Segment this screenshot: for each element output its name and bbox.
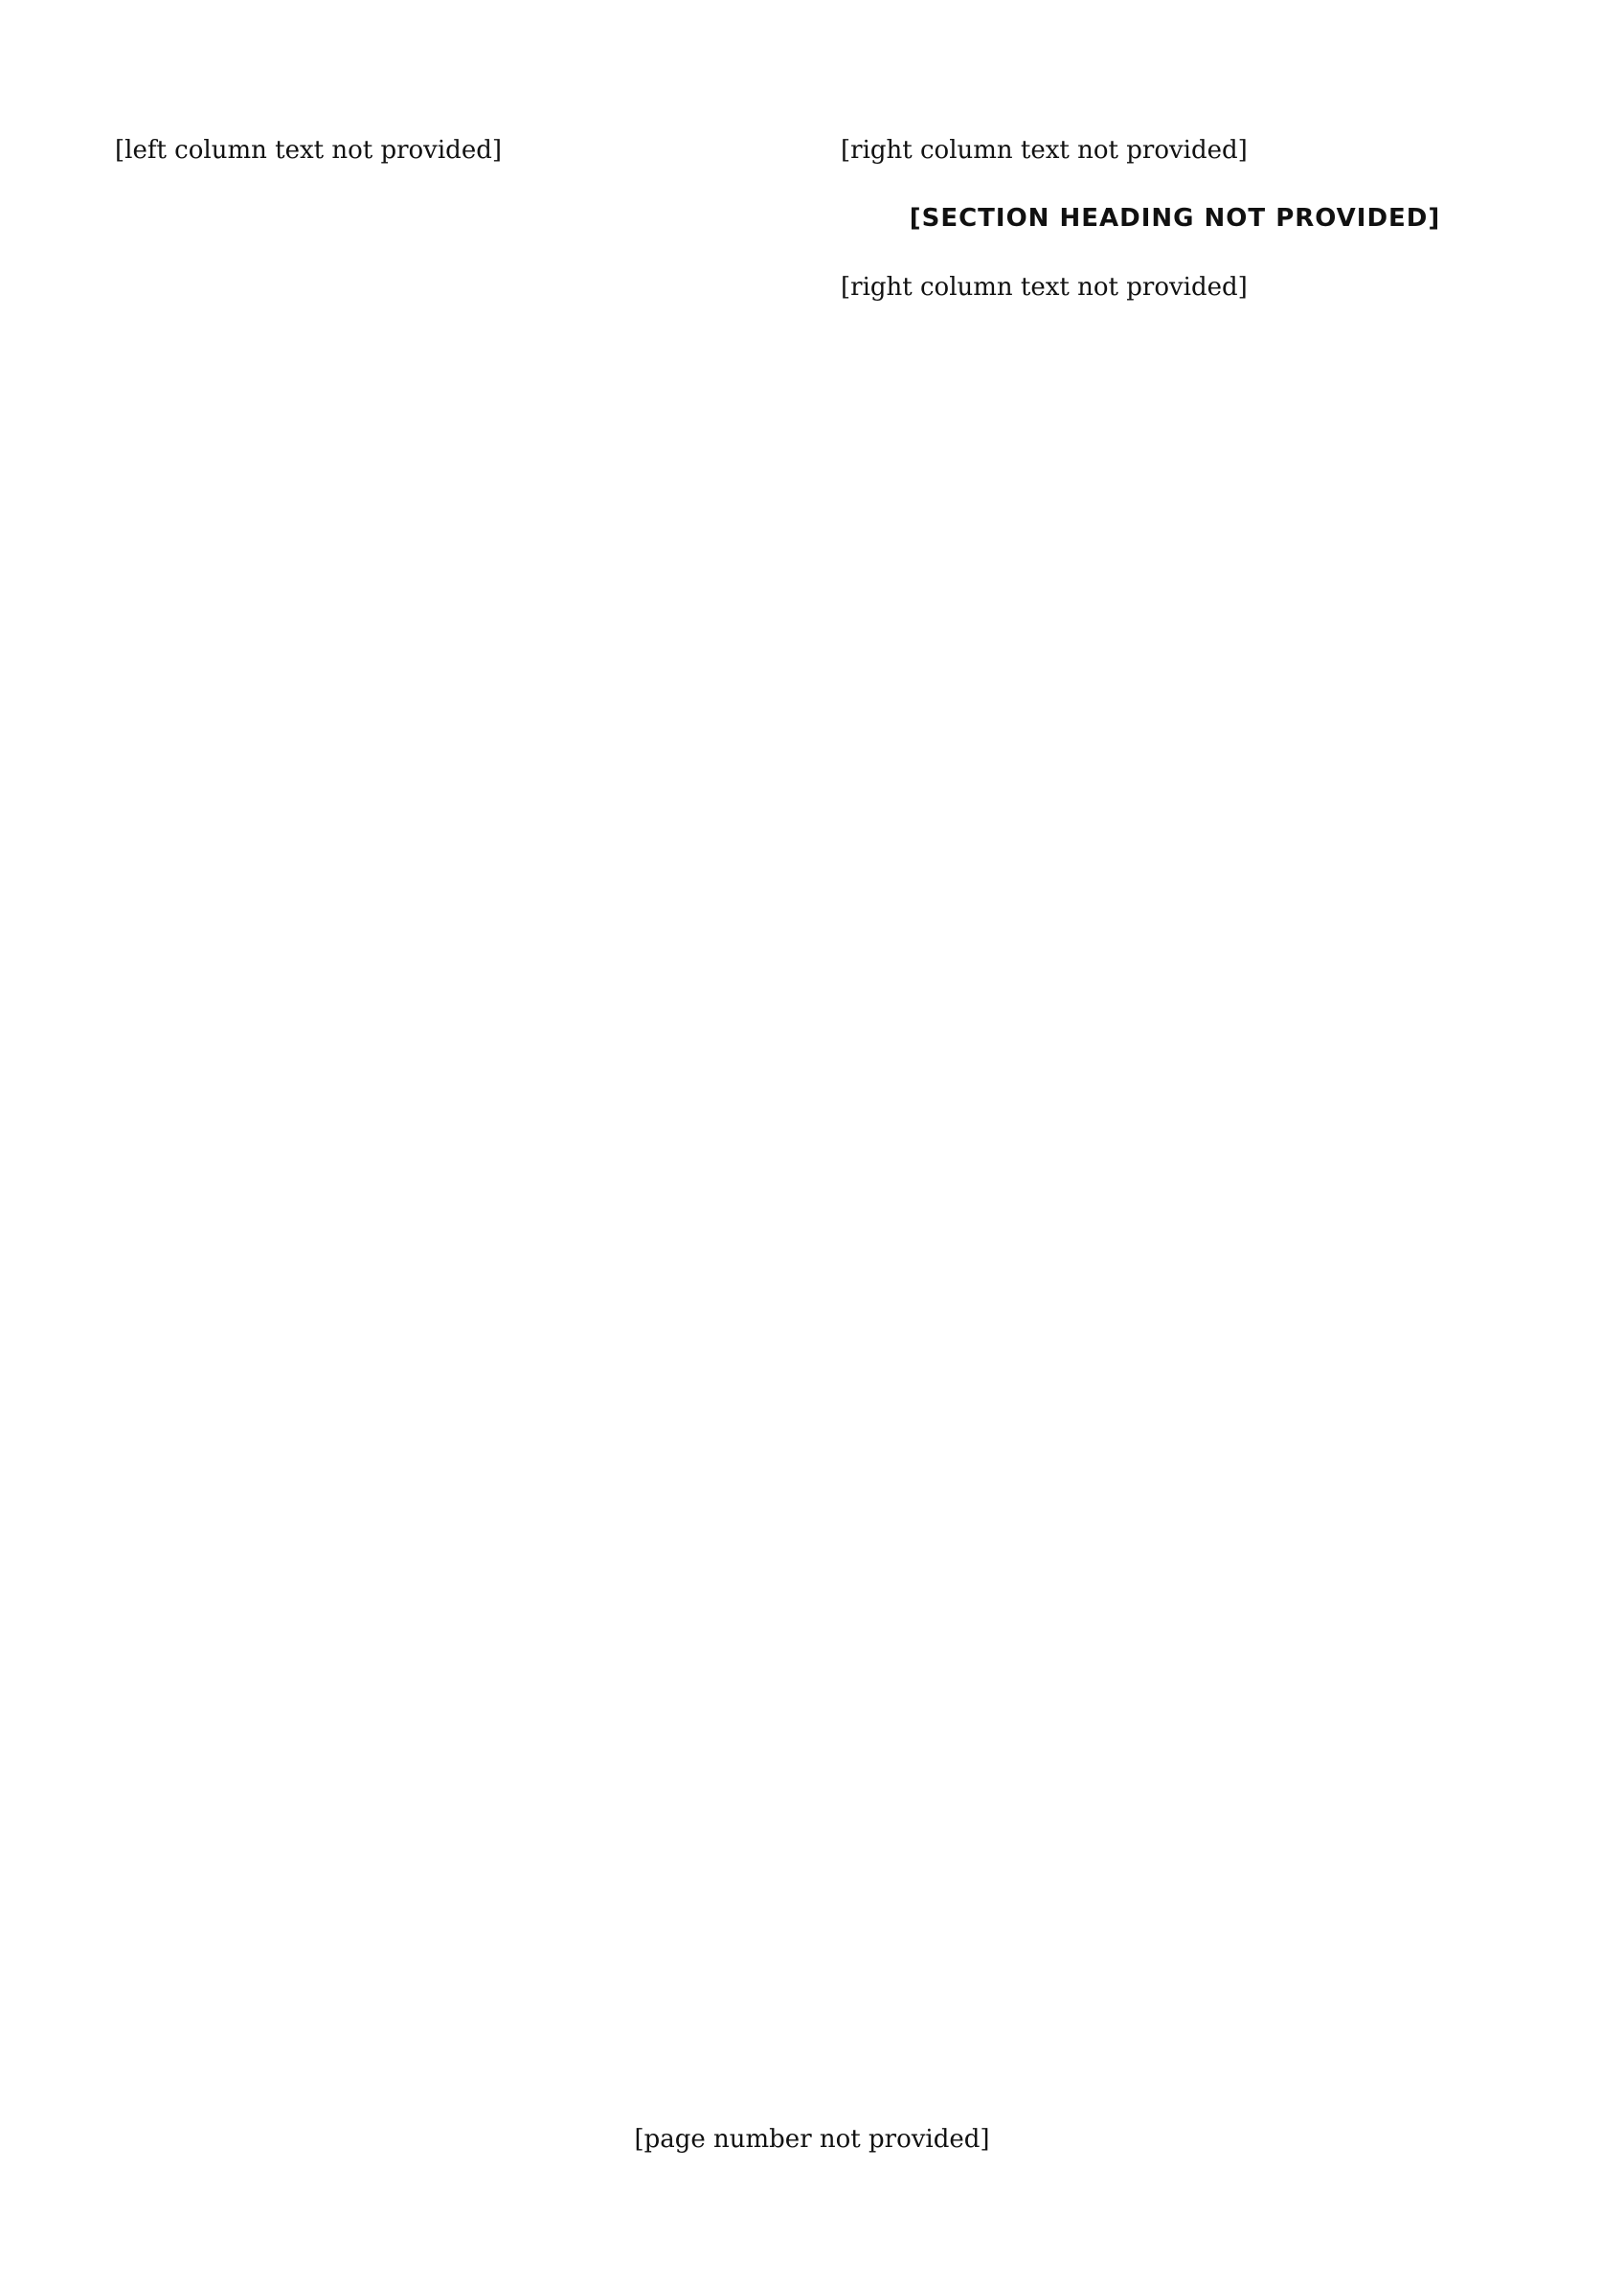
paragraph: [left column text not provided]	[115, 136, 502, 165]
page-number: [page number not provided]	[634, 2125, 990, 2154]
paragraph: [right column text not provided]	[841, 272, 1248, 302]
left-column	[115, 134, 783, 2111]
text-columns	[115, 134, 1509, 2111]
section-heading: [SECTION HEADING NOT PROVIDED]	[909, 204, 1441, 234]
right-column	[841, 134, 1509, 2111]
paragraph: [right column text not provided]	[841, 136, 1248, 165]
